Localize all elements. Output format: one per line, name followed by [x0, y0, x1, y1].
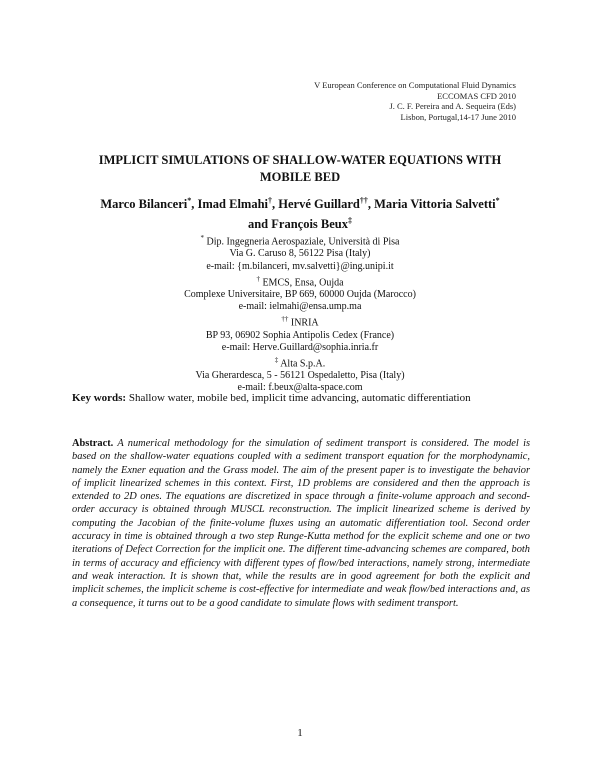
paper-title — [60, 152, 540, 185]
affiliation-line: Via G. Caruso 8, 56122 Pisa (Italy) — [229, 248, 371, 260]
affiliation-line: †† INRIA — [281, 315, 319, 329]
author-name: and François Beux — [247, 216, 348, 231]
author-mark: †† — [359, 196, 368, 205]
conference-location: Lisbon, Portugal,14-17 June 2010 — [400, 111, 516, 122]
author-mark: ‡ — [348, 215, 352, 225]
affiliation-email: e-mail: {m.bilanceri, mv.salvetti}@ing.unipi.it — [206, 260, 394, 272]
abstract-text: A numerical methodology for the simulation of sediment transport is considered. The model is based on the shallow-water equations coupled with a sediment transport equation for the morphodynamic, namely the Exner equation and the Grass model. The aim of the present paper is to investigate the behavior of implicit linearized schemes in this context. First, 1D problems are considered and then the approach is extended to 2D ones. The equations are discretized in space through a finite-volume approach and second-order accuracy is obtained through MUSCL reconstruction. The implicit linearized scheme is derived by computing the Jacobian of the finite-volume fluxes using an automatic differentiation tool. Second order accuracy in time is obtained through a two step Runge-Kutta method for the explicit scheme and one or two iterations of Defect Correction for the implicit one. The different time-advancing schemes are compared, both in terms of accuracy and efficiency with different types of flow/bed interactions, namely strong, intermediate and weak interaction. It is shown that, while the results are in good agreement for both the explicit and implicit schemes, the implicit scheme is cost-effective for intermediate and weak flow/bed interactions and, as a consequence, it turns out to be a good candidate to simulate flows with sediment transport. — [72, 438, 530, 609]
affiliation-line: † EMCS, Ensa, Oujda — [256, 274, 344, 288]
author-line-2 — [60, 213, 540, 233]
author-mark: † — [268, 196, 273, 205]
abstract — [72, 437, 530, 610]
paper-title-line-1: IMPLICIT SIMULATIONS OF SHALLOW-WATER EQUATIONS WITH — [98, 153, 502, 167]
affiliations — [100, 232, 500, 394]
author-line-1 — [60, 193, 540, 213]
keywords — [72, 392, 532, 406]
author-mark: * — [187, 196, 192, 205]
affiliation-mark: * — [200, 234, 204, 242]
author-list — [60, 193, 540, 232]
author-separator: , — [191, 197, 198, 212]
page-number: 1 — [297, 727, 303, 739]
affiliation-line: * Dip. Ingegneria Aerospaziale, Università di Pisa — [200, 234, 400, 248]
affiliation-email: e-mail: f.beux@alta-space.com — [237, 382, 363, 394]
conference-editors: J. C. F. Pereira and A. Sequeira (Eds) — [389, 101, 516, 112]
affiliation-mark: † — [256, 274, 260, 283]
affiliation-mark: †† — [281, 315, 289, 324]
affiliation-line: Via Gherardesca, 5 - 56121 Ospedaletto, Pisa (Italy) — [195, 370, 405, 382]
affiliation-line: Complexe Universitaire, BP 669, 60000 Oujda (Marocco) — [184, 289, 416, 301]
conference-header — [314, 80, 516, 122]
abstract-label: Abstract. — [72, 438, 114, 449]
author-name: Imad Elmahi — [197, 197, 269, 212]
author-name: Maria Vittoria Salvetti — [374, 197, 496, 212]
conference-name: V European Conference on Computational Fluid Dynamics — [314, 80, 516, 90]
author-separator: , — [367, 197, 375, 212]
author-name: Hervé Guillard — [278, 197, 360, 212]
author-separator: , — [272, 197, 279, 212]
keywords-text: Shallow water, mobile bed, implicit time advancing, automatic differentiation — [126, 392, 471, 404]
affiliation-email: e-mail: Herve.Guillard@sophia.inria.fr — [221, 341, 379, 353]
affiliation-mark: ‡ — [274, 355, 279, 364]
affiliation-line: ‡ Alta S.p.A. — [274, 355, 326, 370]
author-name: Marco Bilanceri — [100, 197, 188, 212]
keywords-label: Key words: — [72, 392, 127, 404]
affiliation-line: BP 93, 06902 Sophia Antipolis Cedex (France) — [205, 329, 395, 341]
conference-acronym: ECCOMAS CFD 2010 — [437, 90, 516, 101]
author-mark: * — [495, 196, 500, 205]
paper-title-line-2: MOBILE BED — [259, 169, 341, 184]
affiliation-email: e-mail: ielmahi@ensa.ump.ma — [238, 301, 362, 313]
